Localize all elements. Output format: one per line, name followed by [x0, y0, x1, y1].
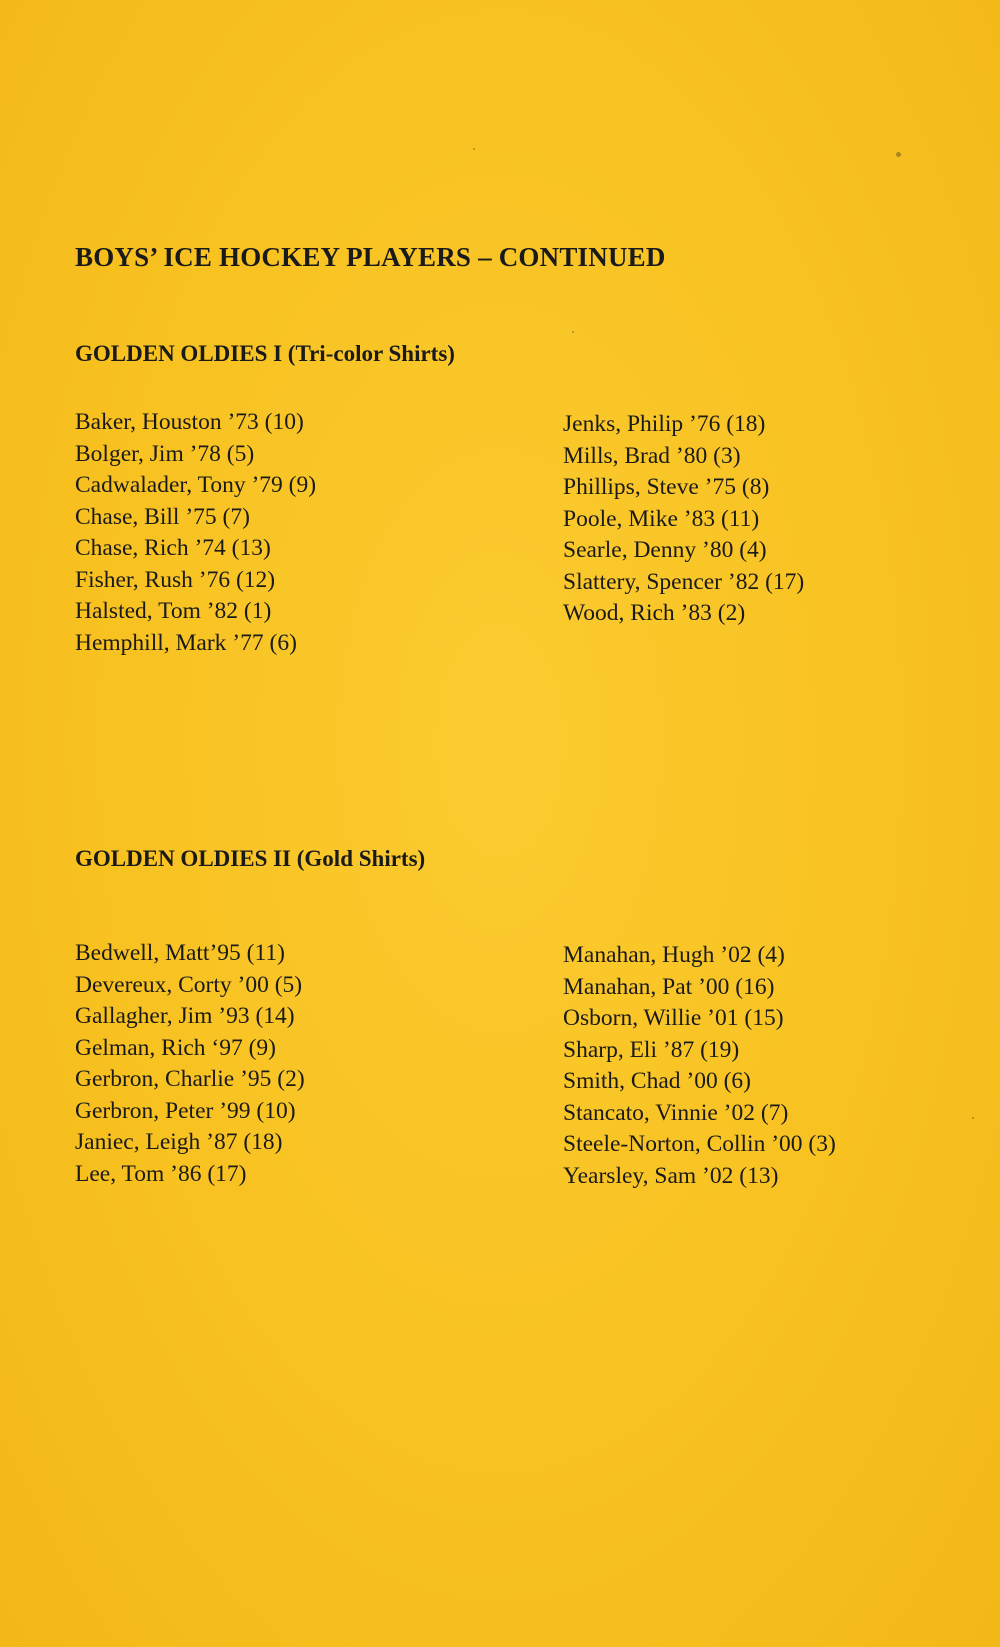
player-entry: Gerbron, Charlie ’95 (2) [75, 1066, 305, 1092]
paper-speck [473, 148, 475, 150]
golden-oldies-1-left-list [75, 407, 316, 659]
player-entry: Manahan, Pat ’00 (16) [563, 973, 775, 1000]
player-entry: Chase, Bill ’75 (7) [75, 503, 250, 530]
player-entry: Hemphill, Mark ’77 (6) [75, 629, 297, 656]
player-entry: Jenks, Philip ’76 (18) [563, 411, 766, 437]
player-entry: Mills, Brad ’80 (3) [563, 442, 741, 469]
player-entry: Halsted, Tom ’82 (1) [75, 598, 272, 624]
player-entry: Smith, Chad ’00 (6) [563, 1068, 751, 1094]
player-entry: Yearsley, Sam ’02 (13) [563, 1162, 779, 1189]
player-entry: Baker, Houston ’73 (10) [75, 409, 304, 435]
golden-oldies-2-right-list [563, 940, 836, 1192]
golden-oldies-2-left-list [75, 938, 305, 1190]
player-entry: Lee, Tom ’86 (17) [75, 1160, 247, 1187]
player-entry: Bedwell, Matt’95 (11) [75, 940, 285, 966]
player-entry: Poole, Mike ’83 (11) [563, 505, 760, 532]
player-entry: Steele-Norton, Collin ’00 (3) [563, 1131, 836, 1157]
player-entry: Devereux, Corty ’00 (5) [75, 971, 303, 998]
page-title: BOYS’ ICE HOCKEY PLAYERS – CONTINUED [75, 242, 666, 272]
player-entry: Chase, Rich ’74 (13) [75, 535, 271, 561]
paper-speck [896, 152, 901, 157]
player-entry: Searle, Denny ’80 (4) [563, 537, 767, 563]
player-entry: Wood, Rich ’83 (2) [563, 600, 746, 626]
player-entry: Sharp, Eli ’87 (19) [563, 1036, 740, 1063]
player-entry: Stancato, Vinnie ’02 (7) [563, 1099, 789, 1126]
player-entry: Slattery, Spencer ’82 (17) [563, 568, 805, 595]
player-entry: Gallagher, Jim ’93 (14) [75, 1003, 295, 1029]
player-entry: Gerbron, Peter ’99 (10) [75, 1097, 296, 1124]
paper-speck [972, 1117, 974, 1119]
player-entry: Janiec, Leigh ’87 (18) [75, 1129, 283, 1155]
player-entry: Cadwalader, Tony ’79 (9) [75, 472, 317, 498]
golden-oldies-1-right-list [563, 409, 804, 630]
paper-speck [572, 331, 574, 333]
section-heading-golden-oldies-2: GOLDEN OLDIES II (Gold Shirts) [75, 846, 426, 871]
player-entry: Phillips, Steve ’75 (8) [563, 474, 770, 500]
player-entry: Osborn, Willie ’01 (15) [563, 1005, 784, 1031]
section-heading-golden-oldies-1: GOLDEN OLDIES I (Tri-color Shirts) [75, 341, 455, 366]
player-entry: Gelman, Rich ‘97 (9) [75, 1034, 277, 1061]
player-entry: Fisher, Rush ’76 (12) [75, 566, 276, 593]
player-entry: Bolger, Jim ’78 (5) [75, 440, 255, 467]
player-entry: Manahan, Hugh ’02 (4) [563, 942, 785, 968]
